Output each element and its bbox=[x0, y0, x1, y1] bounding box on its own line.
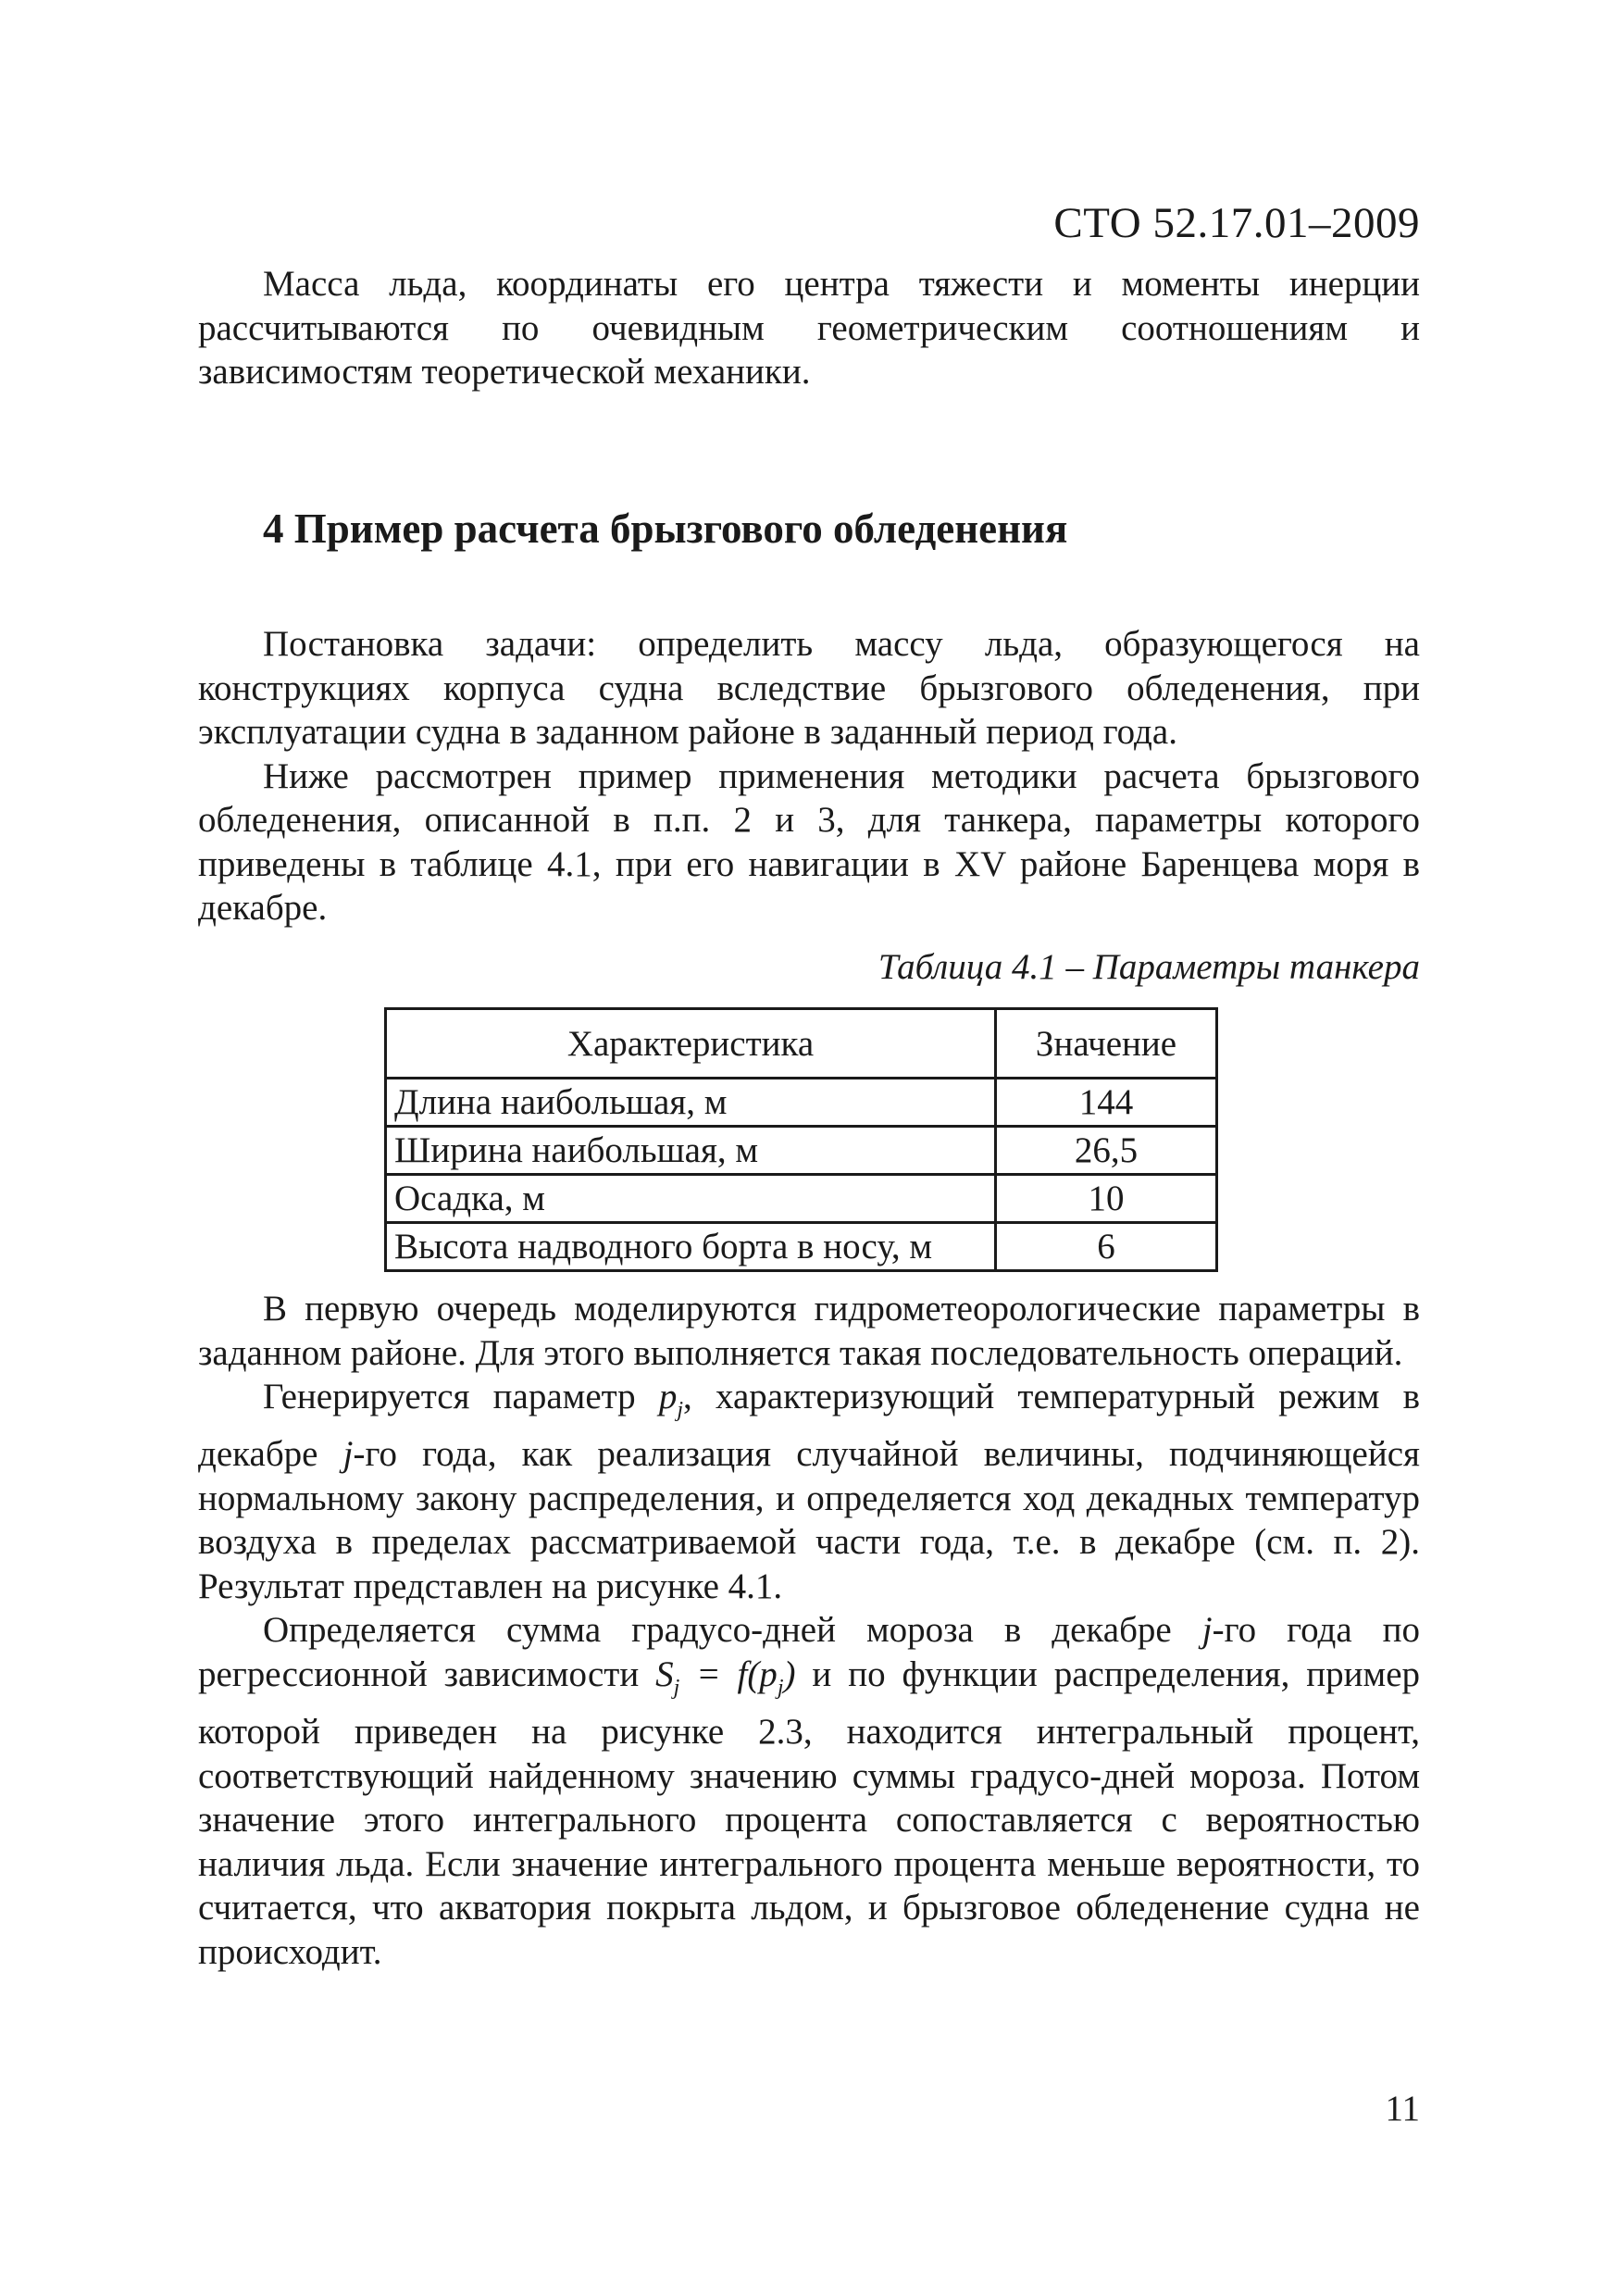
table-cell: Высота надводного борта в носу, м bbox=[386, 1223, 996, 1271]
table-cell: 6 bbox=[996, 1223, 1217, 1271]
column-header-value: Значение bbox=[996, 1009, 1217, 1079]
table-row bbox=[386, 1223, 1217, 1271]
formula-s: S bbox=[655, 1653, 674, 1694]
text-span: и по функции распределения, пример которой приведен на рисунке 2.3, находится интегральный процент, соответствующий найденному значению суммы градусо-дней мороза. Потом значение этого интегрального процента сопоставляется с вероятностью наличия льда. Если значение интегрального процента меньше вероятности, то считается, что акватория покрыта льдом, и брызговое обледенение судна не происходит. bbox=[198, 1653, 1421, 1972]
paragraph-modeling: В первую очередь моделируются гидрометеорологические параметры в заданном районе. Для этого выполняется такая последовательность операций. bbox=[198, 1289, 1420, 1373]
table-cell: Ширина наибольшая, м bbox=[386, 1127, 996, 1175]
table-cell: Осадка, м bbox=[386, 1175, 996, 1223]
paragraph-task: Постановка задачи: определить массу льда, образующегося на конструкциях корпуса судна вследствие брызгового обледенения, при эксплуатации судна в заданном районе в заданный период года. bbox=[198, 624, 1420, 752]
task-block bbox=[198, 622, 1420, 930]
modeling-block bbox=[198, 1287, 1420, 1974]
column-header-characteristic: Характеристика bbox=[386, 1009, 996, 1079]
text-span: , характеризующий температурный режим в декабре bbox=[198, 1377, 1420, 1475]
text-span: Определяется сумма градусо-дней мороза в декабре bbox=[263, 1610, 1202, 1651]
formula-close: ) bbox=[783, 1653, 796, 1694]
table-cell: 144 bbox=[996, 1079, 1217, 1127]
table-cell: Длина наибольшая, м bbox=[386, 1079, 996, 1127]
variable-p: p bbox=[658, 1377, 678, 1416]
paragraph-example: Ниже рассмотрен пример применения методики расчета брызгового обледенения, описанной в п.п. 2 и 3, для танкера, параметры которого приведены в таблице 4.1, при его навигации в XV районе Баренцева моря в декабре. bbox=[198, 755, 1420, 928]
tanker-parameters-table bbox=[384, 1007, 1218, 1272]
subscript-j: j bbox=[677, 1397, 684, 1422]
paragraph-parameter bbox=[198, 1375, 1420, 1608]
formula-eq: = f(p bbox=[679, 1653, 778, 1694]
text-span: Генерируется параметр bbox=[263, 1377, 659, 1416]
page-number: 11 bbox=[1385, 2089, 1420, 2128]
section-title: 4 Пример расчета брызгового обледенения bbox=[263, 505, 1068, 552]
text-span: -го года, как реализация случайной величины, подчиняющейся нормальному закону распределения, и определяется ход декадных температур воздуха в пределах рассматриваемой части года, т.е. в декабре (см. п. 2). Результат представлен на рисунке 4.1. bbox=[198, 1434, 1420, 1606]
document-code: СТО 52.17.01–2009 bbox=[1053, 199, 1420, 247]
table-cell: 26,5 bbox=[996, 1127, 1217, 1175]
variable-j: j bbox=[342, 1434, 354, 1475]
table-row bbox=[386, 1127, 1217, 1175]
subscript-j: j bbox=[777, 1675, 784, 1700]
paragraph-sum bbox=[198, 1608, 1420, 1974]
table-caption: Таблица 4.1 – Параметры танкера bbox=[877, 947, 1420, 987]
table-row bbox=[386, 1175, 1217, 1223]
intro-paragraph: Масса льда, координаты его центра тяжести и моменты инерции рассчитываются по очевидным геометрическим соотношениям и зависимостям теоретической механики. bbox=[198, 264, 1420, 392]
text-span: -го года по регрессионной зависимости bbox=[198, 1610, 1420, 1694]
table-header-row bbox=[386, 1009, 1217, 1079]
table-cell: 10 bbox=[996, 1175, 1217, 1223]
subscript-j: j bbox=[673, 1675, 680, 1700]
intro-block bbox=[198, 262, 1420, 394]
variable-j: j bbox=[1201, 1610, 1213, 1651]
table-row bbox=[386, 1079, 1217, 1127]
